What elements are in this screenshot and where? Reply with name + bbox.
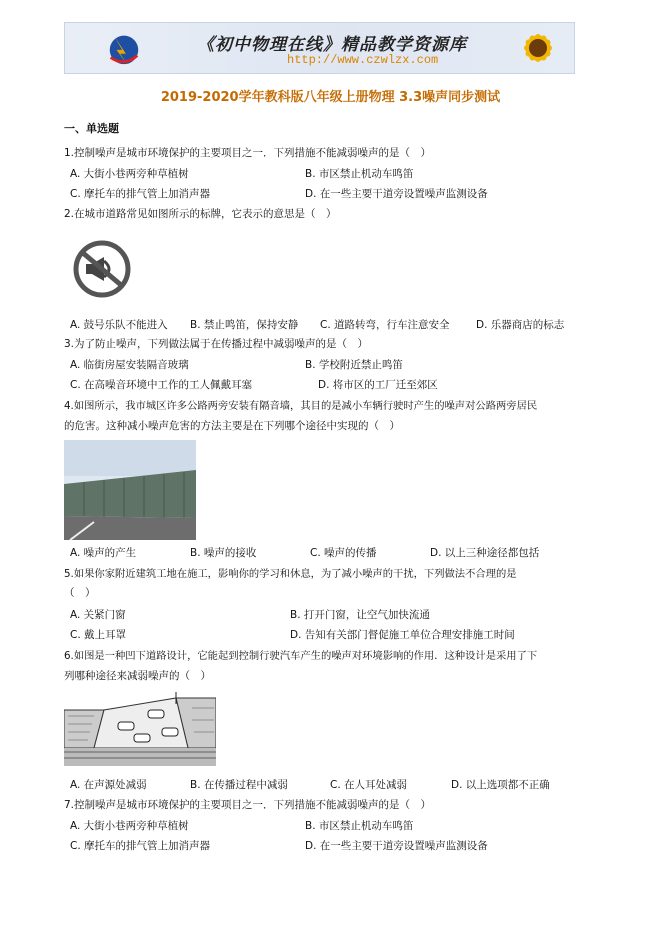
q4-option-c[interactable]: C. 噪声的传播 — [310, 547, 377, 559]
question-4-line-2: 的危害。这种减小噪声危害的方法主要是在下列哪个途径中实现的（ ） — [64, 420, 400, 432]
q2-option-c[interactable]: C. 道路转弯，行车注意安全 — [320, 319, 450, 331]
q5-option-a[interactable]: A. 关紧门窗 — [70, 609, 126, 621]
sunflower-icon — [510, 25, 566, 71]
question-3-text: 3.为了防止噪声，下列做法属于在传播过程中减弱噪声的是（ ） — [64, 338, 369, 350]
question-7-text: 7.控制噪声是城市环境保护的主要项目之一．下列措施不能减弱噪声的是（ ） — [64, 799, 432, 811]
question-5-line-2: （ ） — [64, 587, 96, 599]
q4-option-b[interactable]: B. 噪声的接收 — [190, 547, 257, 559]
q1-option-d[interactable]: D. 在一些主要干道旁设置噪声监测设备 — [305, 188, 488, 200]
q2-option-d[interactable]: D. 乐器商店的标志 — [476, 319, 565, 331]
q7-option-c[interactable]: C. 摩托车的排气管上加消声器 — [70, 840, 211, 852]
no-horn-sign-icon — [70, 240, 134, 298]
q6-option-d[interactable]: D. 以上选项都不正确 — [451, 779, 550, 791]
question-5-line-1: 5.如果你家附近建筑工地在施工，影响你的学习和休息，为了减小噪声的干扰，下列做法不合理的是 — [64, 568, 517, 580]
q1-option-a[interactable]: A. 大街小巷两旁种草植树 — [70, 168, 189, 180]
q7-option-b[interactable]: B. 市区禁止机动车鸣笛 — [305, 820, 414, 832]
q7-option-a[interactable]: A. 大街小巷两旁种草植树 — [70, 820, 189, 832]
question-1-text: 1.控制噪声是城市环境保护的主要项目之一．下列措施不能减弱噪声的是（ ） — [64, 147, 432, 159]
q3-option-d[interactable]: D. 将市区的工厂迁至郊区 — [318, 379, 438, 391]
q3-option-b[interactable]: B. 学校附近禁止鸣笛 — [305, 359, 403, 371]
section-heading: 一、单选题 — [64, 122, 119, 135]
q5-option-b[interactable]: B. 打开门窗，让空气加快流通 — [290, 609, 430, 621]
site-logo-icon — [105, 29, 143, 67]
question-4-line-1: 4.如图所示，我市城区许多公路两旁安装有隔音墙，其目的是减小车辆行驶时产生的噪声对公路两旁居民 — [64, 400, 538, 412]
q6-option-b[interactable]: B. 在传播过程中减弱 — [190, 779, 288, 791]
q7-option-d[interactable]: D. 在一些主要干道旁设置噪声监测设备 — [305, 840, 488, 852]
q5-option-d[interactable]: D. 告知有关部门督促施工单位合理安排施工时间 — [290, 629, 515, 641]
q3-option-c[interactable]: C. 在高噪音环境中工作的工人佩戴耳塞 — [70, 379, 253, 391]
q3-option-a[interactable]: A. 临街房屋安装隔音玻璃 — [70, 359, 189, 371]
page-title: 2019-2020学年教科版八年级上册物理 3.3噪声同步测试 — [160, 90, 501, 105]
banner-slogan: 《初中物理在线》精品教学资源库 — [197, 35, 467, 55]
sound-barrier-photo — [64, 440, 196, 540]
q1-option-c[interactable]: C. 摩托车的排气管上加消声器 — [70, 188, 211, 200]
header-banner — [64, 22, 575, 74]
q1-option-b[interactable]: B. 市区禁止机动车鸣笛 — [305, 168, 414, 180]
q6-option-a[interactable]: A. 在声源处减弱 — [70, 779, 147, 791]
sunken-road-illustration — [64, 690, 216, 766]
question-6-line-2: 列哪种途径来减弱噪声的（ ） — [64, 670, 211, 682]
q4-option-d[interactable]: D. 以上三种途径都包括 — [430, 547, 540, 559]
q6-option-c[interactable]: C. 在人耳处减弱 — [330, 779, 408, 791]
banner-url: http://www.czwlzx.com — [287, 53, 439, 67]
q5-option-c[interactable]: C. 戴上耳罩 — [70, 629, 127, 641]
question-2-text: 2.在城市道路常见如图所示的标牌，它表示的意思是（ ） — [64, 208, 337, 220]
q2-option-b[interactable]: B. 禁止鸣笛，保持安静 — [190, 319, 299, 331]
q4-option-a[interactable]: A. 噪声的产生 — [70, 547, 137, 559]
q2-option-a[interactable]: A. 鼓号乐队不能进入 — [70, 319, 168, 331]
question-6-line-1: 6.如图是一种凹下道路设计，它能起到控制行驶汽车产生的噪声对环境影响的作用．这种设计是采用了下 — [64, 650, 538, 662]
